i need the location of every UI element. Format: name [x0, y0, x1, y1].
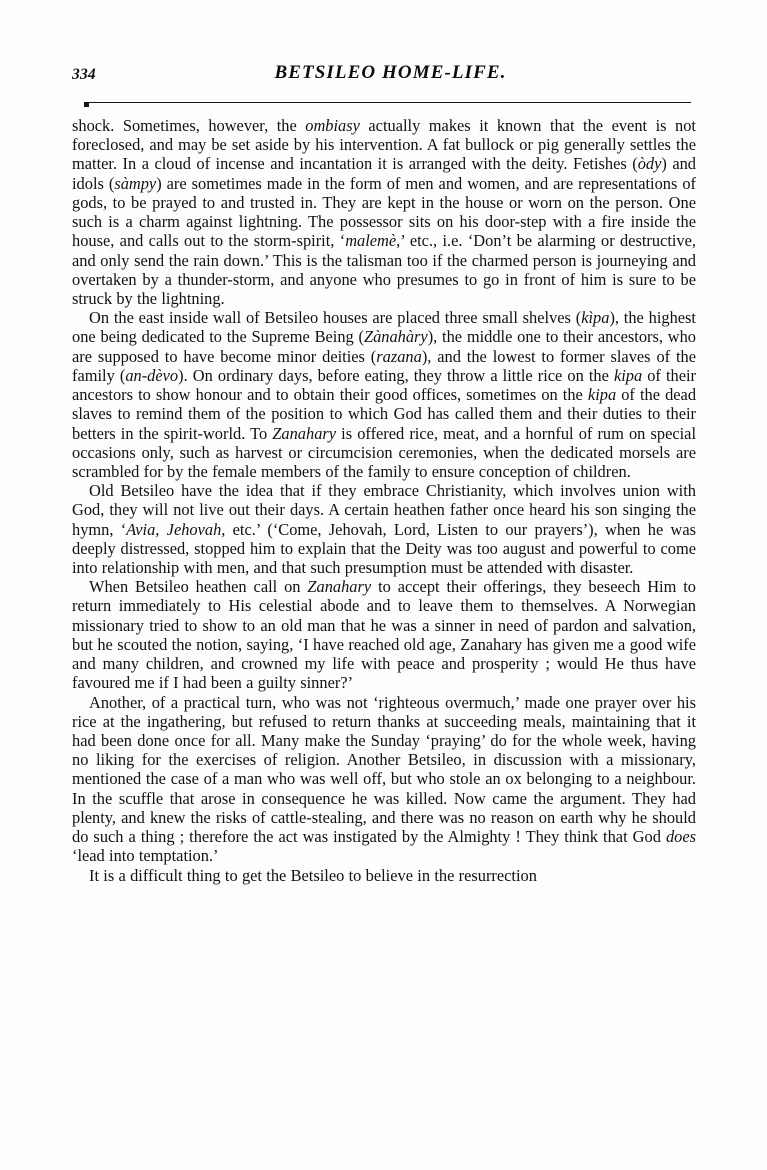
- text-run: ). On ordinary days, before eating, they throw a little rice on the: [178, 365, 614, 385]
- text-run: On the east inside wall of Betsileo houses are placed three small shelves (: [89, 308, 582, 328]
- page-number: 334: [72, 66, 96, 83]
- italic-term: razana: [376, 346, 422, 366]
- italic-term: ombiasy: [305, 116, 360, 135]
- italic-term: an-dèvo: [125, 365, 179, 385]
- italic-term: Zanahary: [272, 423, 337, 443]
- text-run: ) are sometimes made in the form of men and women, and are representations of gods, to be prayed to and trusted in. They are kept in the house or worn on the person. One such is a charm against lightning. The possessor sits on his door-step with a fire inside the house, and calls out to the storm-spirit, ‘: [72, 173, 696, 251]
- text-run: Another, of a practical turn, who was not ‘righteous overmuch,’ made one prayer over his rice at the ingathering, but refused to return thanks at succeeding meals, maintaining that it had been done once for all. Many make the Sunday ‘praying’ do for the whole week, having no liking for the exercises of religion. Another Betsileo, in discussion with a missionary, mentioned the case of a man who was well off, but who stole an ox belonging to a neighbour. In the scuffle that arose in consequence he was killed. Now came the argument. They had plenty, and knew the risks of cattle-stealing, and there was no reason on earth why he should do such a thing ; therefore the act was instigated by the Almighty ! They think that God: [72, 692, 696, 847]
- paragraph: [72, 116, 696, 308]
- text-run: ,’ etc., i.e. ‘Don’t be alarming or destructive, and only send the rain down.’ This is the talisman too if the charmed person is journeying and overtaken by a thunder-storm, and anyone who presumes to go in front of him is sure to be struck by the lightning.: [72, 231, 696, 308]
- text-run: It is a difficult thing to get the Betsileo to believe in the resurrection: [89, 865, 537, 885]
- paragraph: [72, 866, 696, 885]
- text-run: to accept their offerings, they beseech Him to return immediately to His celestial abode and to leave them to themselves. A Norwegian missionary tried to show to an old man that he was a sinner in need of pardon and salvation, but he scouted the notion, saying, ‘I have reached old age, Zanahary has given me a good wife and many children, and crowned my life with peace and prosperity ; would He thus have favoured me if I had been a guilty sinner?’: [72, 577, 696, 693]
- running-head: [72, 62, 695, 88]
- text-run: is offered rice, meat, and a hornful of rum on special occasions only, such as harvest or circumcision ceremonies, when the dedicated morsels are scrambled for by the female members of the family to ensure conception of children.: [72, 423, 696, 481]
- text-run: When Betsileo heathen call on: [89, 577, 308, 597]
- italic-term: Avia, Jehovah,: [126, 519, 226, 539]
- body-text: [72, 116, 696, 885]
- italic-term: kipa: [613, 365, 643, 385]
- paragraph: [72, 577, 696, 692]
- italic-term: Zanahary: [307, 577, 372, 597]
- text-run: ) and idols (: [72, 154, 696, 193]
- text-run: shock. Sometimes, however, the: [72, 116, 306, 135]
- paragraph: [72, 481, 696, 577]
- italic-term: does: [665, 827, 696, 847]
- text-run: of their ancestors to show honour and to obtain their good offices, sometimes on the: [72, 365, 696, 405]
- italic-term: Zànahàry: [363, 327, 428, 347]
- text-run: of the dead slaves to remind them of the position to which God has called them and their duties to their betters in the spirit-world. To: [72, 385, 697, 443]
- text-run: etc.’ (‘Come, Jehovah, Lord, Listen to our prayers’), when he was deeply distressed, stopped him to explain that the Deity was too august and powerful to come into relationship with men, and that such presumption must be attended with disaster.: [72, 519, 696, 578]
- paragraph: [72, 308, 696, 481]
- italic-term: òdy: [637, 154, 662, 174]
- paragraph: [72, 693, 696, 866]
- text-run: ‘lead into temptation.’: [72, 846, 219, 866]
- running-title: BETSILEO HOME-LIFE.: [274, 62, 507, 83]
- text-run: ), the highest one being dedicated to the Supreme Being (: [72, 308, 696, 347]
- italic-term: sàmpy: [114, 173, 157, 193]
- text-run: ), and the lowest to former slaves of the family (: [72, 346, 697, 385]
- text-run: Old Betsileo have the idea that if they embrace Christianity, which involves union with God, they will not live out their days. A certain heathen father once heard his son singing the hymn, ‘: [72, 481, 696, 539]
- text-run: actually makes it known that the event is not foreclosed, and may be set aside by his intervention. A fat bullock or pig generally settles the matter. In a cloud of incense and incantation it is arranged with the deity. Fetishes (: [72, 116, 696, 174]
- italic-term: malemè: [345, 231, 397, 251]
- italic-term: kipa: [587, 385, 617, 405]
- italic-term: kìpa: [581, 308, 610, 328]
- text-run: ), the middle one to their ancestors, who are supposed to have become minor deities (: [72, 327, 696, 366]
- header-rule: [84, 102, 691, 103]
